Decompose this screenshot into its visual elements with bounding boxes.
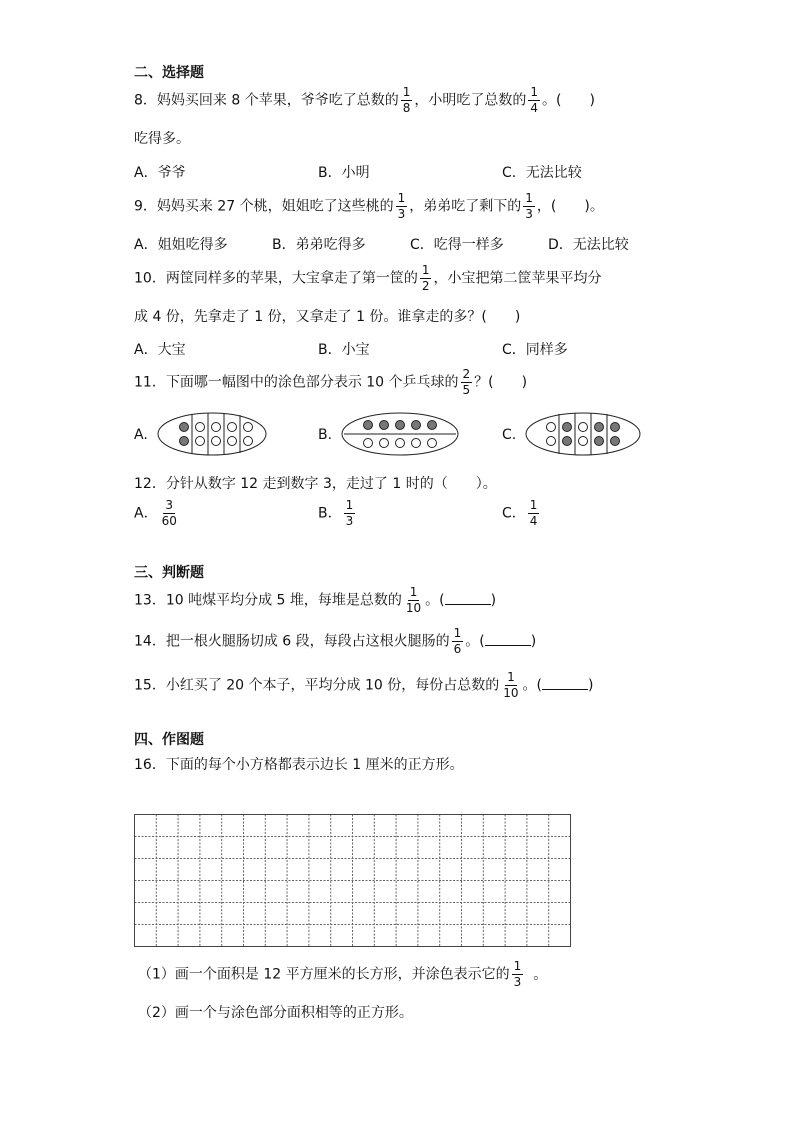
q16-sub1-fraction: $\frac{1}{3}$: [513, 959, 522, 989]
question-12[interactable]: 12．分针从数字 12 走到数字 3，走过了 1 时的（ ）。: [134, 476, 497, 492]
q13-answer-blank[interactable]: [445, 592, 491, 605]
q13-fraction: $\frac{1}{10}$: [405, 585, 422, 615]
q9-fraction-1: $\frac{1}{3}$: [397, 191, 406, 221]
q10-line2[interactable]: 成 4 份，先拿走了 1 份，又拿走了 1 份。谁拿走的多？( ): [134, 309, 521, 325]
question-14: 14．把一根火腿肠切成 6 段，每段占这根火腿肠的 $\frac{1}{6}$ 。( ): [134, 626, 537, 656]
q8-text: 8．妈妈买回来 8 个苹果，爷爷吃了总数的: [134, 92, 399, 109]
q11-option-b[interactable]: B.: [318, 427, 333, 443]
q12-option-a-fraction: $\frac{3}{60}$: [161, 498, 177, 528]
q11-option-c[interactable]: C.: [502, 427, 517, 443]
q8-fraction-2: $\frac{1}{4}$: [530, 85, 538, 115]
q10-option-a[interactable]: A．大宝: [134, 342, 186, 358]
q12-option-c-fraction: $\frac{1}{4}$: [529, 498, 538, 528]
q14-fraction: $\frac{1}{6}$: [453, 626, 462, 656]
q16-sub2: （2）画一个与涂色部分面积相等的正方形。: [138, 1005, 413, 1021]
q9-text: 9．妈妈买来 27 个桃，姐姐吃了这些桃的: [134, 198, 394, 215]
question-15: 15．小红买了 20 个本子，平均分成 10 份，每份占总数的 $\frac{1}{10}$ 。( ): [134, 670, 594, 700]
q12-option-b-fraction: $\frac{1}{3}$: [345, 498, 354, 528]
q11-fraction: $\frac{2}{5}$: [462, 367, 471, 397]
section-title-choice: 二、选择题: [134, 65, 204, 81]
q11-figure-b[interactable]: [340, 410, 460, 458]
drawing-grid[interactable]: [134, 814, 572, 948]
q15-answer-blank[interactable]: [542, 677, 588, 690]
q9-text-mid: ，弟弟吃了剩下的: [409, 198, 522, 215]
q12-option-a[interactable]: A． $\frac{3}{60}$: [134, 498, 177, 528]
q11-option-a[interactable]: A.: [134, 427, 148, 443]
question-13: 13．10 吨煤平均分成 5 堆，每堆是总数的 $\frac{1}{10}$ 。( ): [134, 585, 497, 615]
q8-option-a[interactable]: A．爷爷: [134, 165, 186, 181]
question-8: [134, 86, 595, 115]
q11-figure-a[interactable]: [156, 410, 268, 458]
q11-answer-blank[interactable]: ？( ): [474, 374, 528, 391]
q12-option-c[interactable]: C． $\frac{1}{4}$: [502, 498, 538, 528]
question-9: [134, 192, 604, 221]
q15-fraction: $\frac{1}{10}$: [503, 670, 519, 700]
q14-answer-blank[interactable]: [485, 633, 531, 646]
q9-option-d[interactable]: D．无法比较: [548, 237, 629, 253]
question-11: [134, 368, 527, 397]
q8-option-c[interactable]: C．无法比较: [502, 165, 582, 181]
q11-figure-c[interactable]: [524, 410, 642, 458]
q8-line2: 吃得多。: [134, 131, 190, 147]
q8-fraction-1: $\frac{1}{8}$: [402, 85, 411, 115]
q10-option-c[interactable]: C．同样多: [502, 342, 568, 358]
q9-option-b[interactable]: B．弟弟吃得多: [272, 237, 366, 253]
q16-sub1: （1）画一个面积是 12 平方厘米的长方形，并涂色表示它的 $\frac{1}{3}$ 。: [138, 959, 548, 989]
q9-option-a[interactable]: A．姐姐吃得多: [134, 237, 228, 253]
q9-answer-blank[interactable]: ，( )。: [536, 198, 604, 215]
question-16: 16．下面的每个小方格都表示边长 1 厘米的正方形。: [134, 757, 464, 773]
q10-text: 10．两筐同样多的苹果，大宝拿走了第一筐的: [134, 270, 418, 287]
q8-answer-blank[interactable]: 。( ): [542, 92, 595, 109]
q10-text-suffix: ，小宝把第二筐苹果平均分: [433, 270, 602, 287]
q9-fraction-2: $\frac{1}{3}$: [525, 191, 533, 221]
section-title-judge: 三、判断题: [134, 565, 204, 581]
q10-option-b[interactable]: B．小宝: [318, 342, 370, 358]
q8-option-b[interactable]: B．小明: [318, 165, 370, 181]
q9-option-c[interactable]: C．吃得一样多: [410, 237, 504, 253]
question-10: [134, 264, 601, 293]
q12-option-b[interactable]: B． $\frac{1}{3}$: [318, 498, 354, 528]
q11-text: 11．下面哪一幅图中的涂色部分表示 10 个乒乓球的: [134, 374, 459, 391]
q10-fraction: $\frac{1}{2}$: [421, 263, 430, 293]
section-title-draw: 四、作图题: [134, 732, 204, 748]
q8-text-mid: ，小明吃了总数的: [414, 92, 527, 109]
